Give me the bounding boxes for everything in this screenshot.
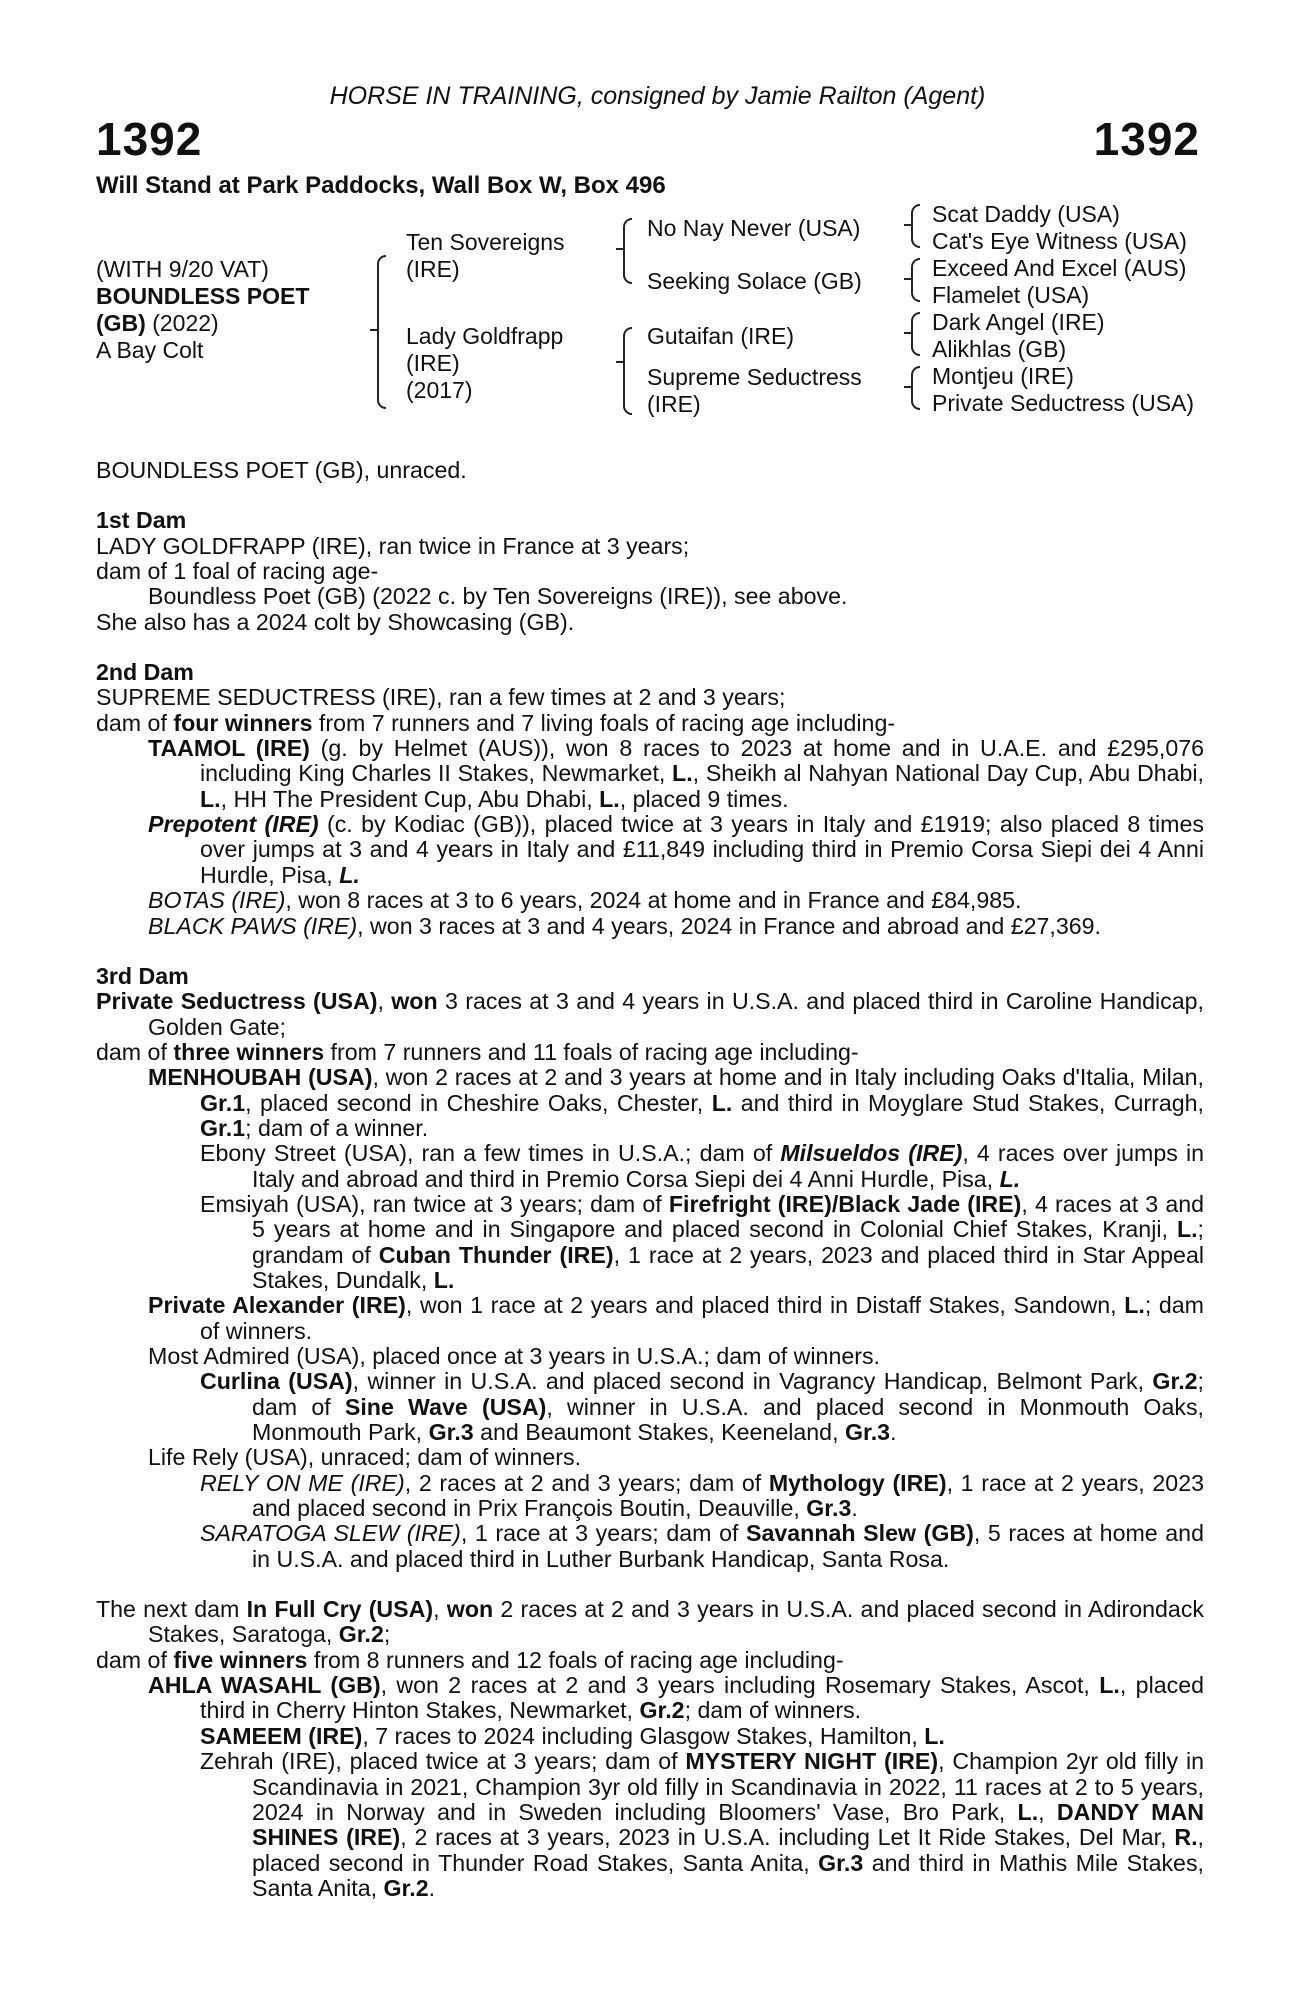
entry-most-admired: Most Admired (USA), placed once at 3 years in U.S.A.; dam of winners. bbox=[148, 1343, 881, 1369]
brace-g1-bottom bbox=[911, 226, 920, 248]
sire: Ten Sovereigns (IRE) bbox=[406, 229, 565, 282]
brace-dam-top bbox=[623, 327, 632, 363]
entry-saratoga-slew: SARATOGA SLEW (IRE), 1 race at 3 years; dam of Savannah Slew (GB), 5 races at home and in U.S.A. and placed third in Luther Burbank Handicap, Santa Rosa. bbox=[200, 1520, 1204, 1572]
gg-sdd: Flamelet (USA) bbox=[932, 282, 1090, 308]
entry-taamol: TAAMOL (IRE) (g. by Helmet (AUS)), won 8 races to 2023 at home and in U.A.E. and £295,076 including King Charles II Stakes, Newmarket, L., Sheikh al Nahyan National Day Cup, Abu Dhabi, L., HH The President Cup, Abu Dhabi, L., placed 9 times. bbox=[148, 735, 1205, 812]
consignment-line: HORSE IN TRAINING, consigned by Jamie Railton (Agent) bbox=[329, 82, 986, 110]
great-grandparents bbox=[932, 201, 1194, 417]
entry-botas: BOTAS (IRE), won 8 races at 3 to 6 years, 2024 at home and in France and £84,985. bbox=[148, 887, 1022, 914]
brace-dam-tip bbox=[616, 361, 623, 363]
vat-note: (WITH 9/20 VAT) bbox=[96, 256, 269, 282]
entry-zehrah: Zehrah (IRE), placed twice at 3 years; dam of MYSTERY NIGHT (IRE), Champion 2yr old filly in Scandinavia in 2021, Champion 3yr old filly in Scandinavia in 2022, 11 races at 2 to 5 years, 2024 in Norway and in Sweden including Bloomers' Vase, Bro Park, L., DANDY MAN SHINES (IRE), 2 races at 3 years, 2023 in U.S.A. including Let It Ride Stakes, Del Mar, R., placed second in Thunder Road Stakes, Santa Anita, Gr.3 and third in Mathis Mile Stakes, Santa Anita, Gr.2. bbox=[200, 1748, 1205, 1901]
gg-dsd: Alikhlas (GB) bbox=[932, 336, 1067, 362]
third-dam-heading: 3rd Dam bbox=[96, 962, 189, 989]
first-dam-heading: 1st Dam bbox=[96, 507, 187, 534]
brace-horse-tip bbox=[370, 329, 377, 331]
brace-dam-bottom bbox=[623, 363, 632, 415]
second-dam-heading: 2nd Dam bbox=[96, 659, 194, 686]
brace-horse-top bbox=[377, 255, 386, 331]
sire-sire: No Nay Never (USA) bbox=[647, 215, 861, 241]
horse-description: A Bay Colt bbox=[96, 337, 204, 363]
dam: Lady Goldfrapp (IRE) (2017) bbox=[406, 323, 564, 403]
entry-life-rely: Life Rely (USA), unraced; dam of winners. bbox=[148, 1444, 582, 1471]
sire-dam: Seeking Solace (GB) bbox=[647, 268, 862, 294]
brace-g3-top bbox=[911, 312, 920, 334]
brace-sire-tip bbox=[616, 248, 623, 250]
dam-sire: Gutaifan (IRE) bbox=[647, 323, 794, 349]
gg-ddd: Private Seductress (USA) bbox=[932, 390, 1195, 416]
gg-sss: Scat Daddy (USA) bbox=[932, 201, 1120, 227]
catalogue-body: BOUNDLESS POET (GB), unraced. 1st Dam LADY GOLDFRAPP (IRE), ran twice in France at 3 years; dam of 1 foal of racing age- Boundless Poet (GB) (2022 c. by Ten Sovereigns (IRE)), see above. She also has a 2024 colt by Showcasing (GB). 2nd Dam SUPREME SEDUCTRESS (IRE), ran a few times at 2 and 3 years; dam of four winners from 7 runners and 7 living foals of racing age including- TAAMOL (IRE) (g. by Helmet (AUS)), won 8 races to 2023 at home and in U.A.E. and £295,076 including King Charles II Stakes, Newmarket, L., Sheikh al Nahyan National Day Cup, Abu Dhabi, L., HH The President Cup, Abu Dhabi, L., placed 9 times. Prepotent (IRE) (c. by Kodiac (GB)), placed twice at 3 years in Italy and £1919; also placed 8 times over jumps at 3 and 4 years in Italy and £11,849 including third in Premio Corsa Siepi dei 4 Anni Hurdle, Pisa, L. BOTAS (IRE), won 8 races at 3 to 6 years, 2024 at home and in France and £84,985. BLACK PAWS (IRE), won 3 races at 3 and 4 years, 2024 in France and abroad and £27,369. 3rd Dam Private Seductress (USA), won 3 races at 3 and 4 years in U.S.A. and placed third in Caroline Handicap, Golden Gate; dam of three winners from 7 runners and 11 foals of racing age including- MENHOUBAH (USA), won 2 races at 2 and 3 years at home and in Italy including Oaks d'Italia, Milan, Gr.1, placed second in Cheshire Oaks, Chester, L. and third in Moyglare Stud Stakes, Curragh, Gr.1; dam of a winner. Ebony Street (USA), ran a few times in U.S.A.; dam of Milsueldos (IRE), 4 races over jumps in Italy and abroad and third in Premio Corsa Siepi dei 4 Anni Hurdle, Pisa, L. Emsiyah (USA), ran twice at 3 years; dam of Firefright (IRE)/Black Jade (IRE), 4 races at 3 and 5 years at home and in Singapore and placed second in Colonial Chief Stakes, Kranji, L.; grandam of Cuban Thunder (IRE), 1 race at 2 years, 2023 and placed third in Star Appeal Stakes, Dundalk, L. Private Alexander (IRE), won 1 race at 2 years and placed third in Distaff Stakes, Sandown, L.; dam of winners. Most Admired (USA), placed once at 3 years in U.S.A.; dam of winners. Curlina (USA), winner in U.S.A. and placed second in Vagrancy Handicap, Belmont Park, Gr.2; dam of Sine Wave (USA), winner in U.S.A. and placed second in Monmouth Oaks, Monmouth Park, Gr.3 and Beaumont Stakes, Keeneland, Gr.3. Life Rely (USA), unraced; dam of winners. RELY ON ME (IRE), 2 races at 2 and 3 years; dam of Mythology (IRE), 1 race at 2 years, 2023 and placed second in Prix François Boutin, Deauville, Gr.3. SARATOGA SLEW (IRE), 1 race at 3 years; dam of Savannah Slew (GB), 5 races at home and in U.S.A. and placed third in Luther Burbank Handicap, Santa Rosa. The next dam In Full Cry (USA), won 2 races at 2 and 3 years in U.S.A. and placed second in Adirondack Stakes, Saratoga, Gr.2; dam of five winners from 8 runners and 12 foals of racing age including- AHLA WASAHL (GB), won 2 races at 2 and 3 years including Rosemary Stakes, Ascot, L., placed third in Cherry Hinton Stakes, Newmarket, Gr.2; dam of winners. SAMEEM (IRE), 7 races to 2024 including Glasgow Stakes, Hamilton, L. Zehrah (IRE), placed twice at 3 years; dam of MYSTERY NIGHT (IRE), Champion 2yr old filly in Scandinavia in 2021, Champion 3yr old filly in Scandinavia in 2022, 11 races at 2 to 5 years, 2024 in Norway and in Sweden including Bloomers' Vase, Bro Park, L., DANDY MAN SHINES (IRE), 2 races at 3 years, 2023 in U.S.A. including Let It Ride Stakes, Del Mar, R., placed second in Thunder Road Stakes, Santa Anita, Gr.3 and third in Mathis Mile Stakes, Santa Anita, Gr.2. bbox=[96, 457, 1205, 1901]
brace-g2-bottom bbox=[911, 280, 920, 302]
entry-black-paws: BLACK PAWS (IRE), won 3 races at 3 and 4 years, 2024 in France and abroad and £27,369. bbox=[148, 912, 1101, 939]
horse-name: BOUNDLESS POET bbox=[96, 283, 310, 309]
brace-g2-top bbox=[911, 258, 920, 280]
gg-ssd: Cat's Eye Witness (USA) bbox=[932, 228, 1187, 254]
entry-prepotent: Prepotent (IRE) (c. by Kodiac (GB)), placed twice at 3 years in Italy and £1919; also placed 8 times over jumps at 3 and 4 years in Italy and £11,849 including third in Premio Corsa Siepi dei 4 Anni Hurdle, Pisa, L. bbox=[148, 811, 1204, 888]
intro-line: BOUNDLESS POET (GB), unraced. bbox=[96, 457, 467, 483]
brace-g3-bottom bbox=[911, 334, 920, 356]
entry-ebony-street: Ebony Street (USA), ran a few times in U.S.A.; dam of Milsueldos (IRE), 4 races over jumps in Italy and abroad and third in Premio Corsa Siepi dei 4 Anni Hurdle, Pisa, L. bbox=[200, 1140, 1204, 1192]
horse-origin-year: (GB) (2022) bbox=[96, 310, 219, 336]
entry-sameem: SAMEEM (IRE), 7 races to 2024 including Glasgow Stakes, Hamilton, L. bbox=[200, 1722, 945, 1749]
brace-g2-tip bbox=[904, 278, 911, 280]
brace-g4-tip bbox=[904, 386, 911, 388]
brace-g1-tip bbox=[904, 224, 911, 226]
gg-sds: Exceed And Excel (AUS) bbox=[932, 255, 1187, 281]
stand-location: Will Stand at Park Paddocks, Wall Box W, Box 496 bbox=[96, 172, 666, 199]
entry-menhoubah: MENHOUBAH (USA), won 2 races at 2 and 3 years at home and in Italy including Oaks d'Italia, Milan, Gr.1, placed second in Cheshire Oaks, Chester, L. and third in Moyglare Stud Stakes, Curragh, Gr.1; dam of a winner. bbox=[148, 1064, 1204, 1141]
horse-info bbox=[96, 256, 309, 364]
entry-private-alexander: Private Alexander (IRE), won 1 race at 2 years and placed third in Distaff Stakes, Sandown, L.; dam of winners. bbox=[148, 1292, 1204, 1344]
lot-number-left: 1392 bbox=[96, 113, 203, 165]
brace-sire-bottom bbox=[623, 250, 632, 284]
entry-curlina: Curlina (USA), winner in U.S.A. and placed second in Vagrancy Handicap, Belmont Park, Gr.2; dam of Sine Wave (USA), winner in U.S.A. and placed second in Monmouth Oaks, Monmouth Park, Gr.3 and Beaumont Stakes, Keeneland, Gr.3. bbox=[200, 1368, 1204, 1446]
gg-dss: Dark Angel (IRE) bbox=[932, 309, 1105, 335]
gg-dds: Montjeu (IRE) bbox=[932, 363, 1074, 389]
brace-g4-bottom bbox=[911, 388, 920, 410]
brace-g4-top bbox=[911, 366, 920, 388]
next-dam-line: The next dam In Full Cry (USA), won 2 races at 2 and 3 years in U.S.A. and placed second in Adirondack Stakes, Saratoga, Gr.2; bbox=[96, 1596, 1205, 1648]
entry-rely-on-me: RELY ON ME (IRE), 2 races at 2 and 3 years; dam of Mythology (IRE), 1 race at 2 years, 2023 and placed second in Prix François Boutin, Deauville, Gr.3. bbox=[200, 1469, 1204, 1522]
entry-emsiyah: Emsiyah (USA), ran twice at 3 years; dam of Firefright (IRE)/Black Jade (IRE), 4 races at 3 and 5 years at home and in Singapore and placed second in Colonial Chief Stakes, Kranji, L.; grandam of Cuban Thunder (IRE), 1 race at 2 years, 2023 and placed third in Star Appeal Stakes, Dundalk, L. bbox=[200, 1190, 1205, 1293]
lot-number-right: 1392 bbox=[1093, 113, 1200, 165]
brace-g3-tip bbox=[904, 332, 911, 334]
brace-sire-top bbox=[623, 218, 632, 250]
dam-dam: Supreme Seductress (IRE) bbox=[647, 364, 862, 417]
brace-g1-top bbox=[911, 204, 920, 226]
brace-horse-bottom bbox=[377, 331, 386, 409]
entry-ahla-wasahl: AHLA WASAHL (GB), won 2 races at 2 and 3 years including Rosemary Stakes, Ascot, L., placed third in Cherry Hinton Stakes, Newmarket, Gr.2; dam of winners. bbox=[148, 1672, 1205, 1724]
